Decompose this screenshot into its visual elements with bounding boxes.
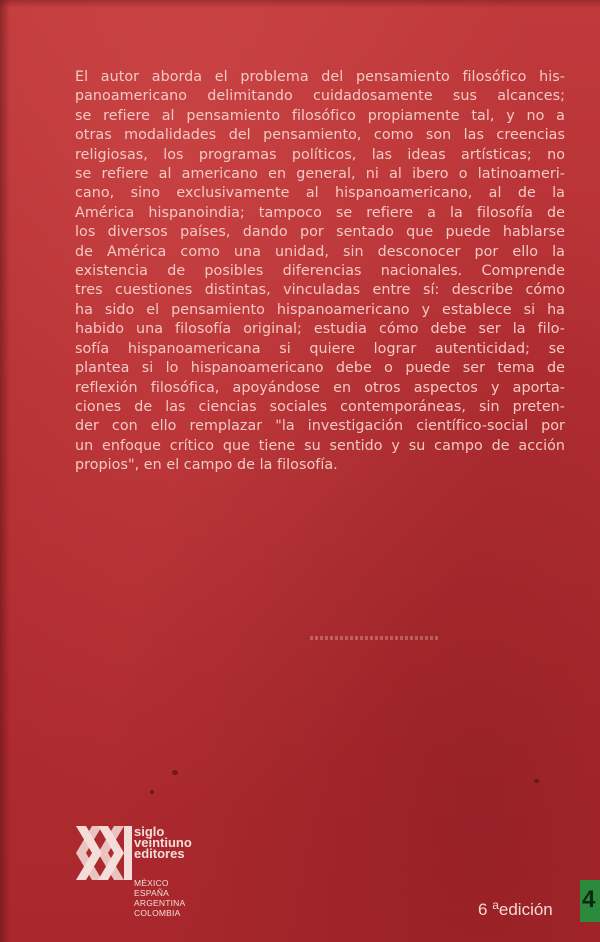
publisher-city: ARGENTINA xyxy=(134,898,186,908)
blurb-line: cano, sino exclusivamente al hispanoamericano, al de la xyxy=(75,185,565,202)
cover-left-edge-shadow xyxy=(0,0,10,942)
publisher-cities xyxy=(134,878,185,918)
blurb-line: ciones de las ciencias sociales contemporáneas, sin preten- xyxy=(75,398,565,415)
publisher-name xyxy=(134,826,192,859)
blurb-line: existencia de posibles diferencias nacionales. Comprende xyxy=(75,263,565,280)
stain-spot xyxy=(172,770,178,775)
blurb-line: los diversos países, dando por sentado que puede hablarse xyxy=(75,224,565,241)
blurb-line: se refiere al pensamiento filosófico propiamente tal, y no a xyxy=(75,107,565,124)
publisher-city: MÉXICO xyxy=(134,878,169,888)
faint-offset-print xyxy=(310,636,440,640)
blurb-line: der con ello remplazar "la investigación científico-social por xyxy=(75,418,565,435)
blurb-line: religiosas, los programas políticos, las ideas artísticas; no xyxy=(75,146,565,163)
publisher-name-line: siglo xyxy=(134,824,165,839)
blurb-line: ha sido el pensamiento hispanoamericano y establece si ha xyxy=(75,301,565,318)
stain-spot xyxy=(150,790,154,794)
blurb-line: El autor aborda el problema del pensamiento filosófico his- xyxy=(75,69,565,85)
publisher-name-line: veintiuno xyxy=(134,835,192,850)
blurb-line: tres cuestiones distintas, vinculadas entre sí: describe cómo xyxy=(75,282,565,299)
blurb-line: habido una filosofía original; estudia cómo debe ser la filo- xyxy=(75,321,565,338)
edition-ordinal: a xyxy=(492,898,499,912)
stain-spot xyxy=(534,779,539,783)
publisher-logo xyxy=(76,826,266,936)
price-sticker xyxy=(580,880,600,922)
siglo-xxi-emblem-icon xyxy=(76,826,132,880)
edition-number: 6 xyxy=(478,900,488,919)
sticker-text: 4 xyxy=(582,886,596,913)
blurb-line: América hispanoindia; tampoco se refiere a la filosofía de xyxy=(75,204,565,221)
publisher-name-line: editores xyxy=(134,846,185,861)
cover-top-edge-shadow xyxy=(0,0,600,8)
blurb-line: un enfoque crítico que tiene su sentido y su campo de acción xyxy=(75,437,565,454)
blurb-line: se refiere al americano en general, ni al ibero o latinoameri- xyxy=(75,166,565,183)
publisher-city: ESPAÑA xyxy=(134,888,170,898)
blurb-line: panoamericano delimitando cuidadosamente sus alcances; xyxy=(75,88,565,105)
publisher-city: COLOMBIA xyxy=(134,908,181,918)
blurb-line: otras modalidades del pensamiento, como son las creencias xyxy=(75,127,565,144)
blurb-line: propios", en el campo de la filosofía. xyxy=(75,457,338,474)
blurb-line: plantea si lo hispanoamericano debe o puede ser tema de xyxy=(75,360,565,377)
blurb-line: sofía hispanoamericana si quiere lograr autenticidad; se xyxy=(75,340,565,357)
edition-word: edición xyxy=(498,900,553,919)
back-cover-blurb xyxy=(75,68,565,476)
blurb-line: de América como una unidad, sin desconocer por ello la xyxy=(75,243,565,260)
blurb-line: reflexión filosófica, apoyándose en otros aspectos y aporta- xyxy=(75,379,565,396)
edition-label xyxy=(478,898,553,920)
